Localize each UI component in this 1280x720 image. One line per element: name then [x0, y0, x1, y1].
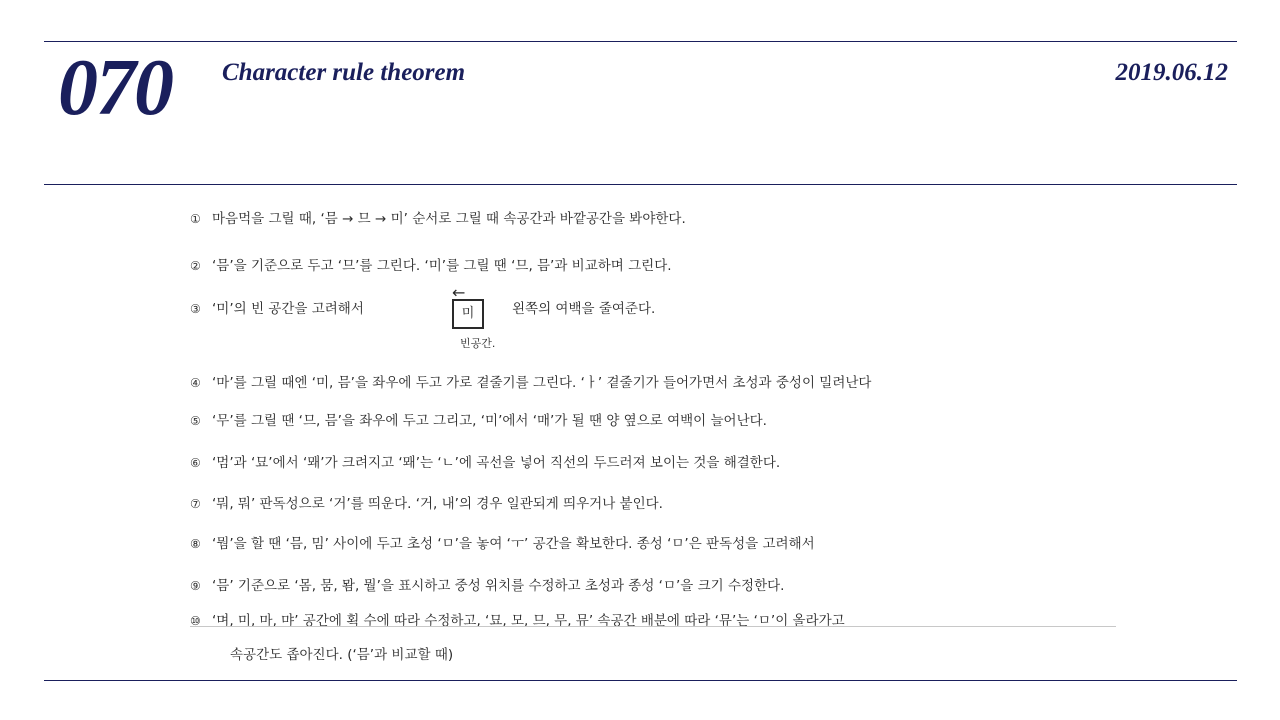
note-text: ‘무’를 그릴 땐 ‘므, 믐’을 좌우에 두고 그리고, ‘미’에서 ‘매’가 될 땐 양 옆으로 여백이 늘어난다.	[212, 413, 767, 429]
note-line-4	[190, 371, 871, 391]
glyph-box: 미	[452, 299, 484, 329]
note-text: 마음먹을 그릴 때, ‘믐 → 므 → 미’ 순서로 그릴 때 속공간과 바깥공간을 봐야한다.	[212, 211, 686, 227]
note-text: ‘며, 미, 마, 먀’ 공간에 획 수에 따라 수정하고, ‘묘, 모, 므, 무, 뮤’ 속공간 배분에 따라 ‘뮤’는 ‘ㅁ’이 올라가고	[212, 613, 845, 629]
note-number: ①	[190, 212, 201, 226]
page-date: 2019.06.12	[1115, 59, 1228, 86]
note-underline	[190, 626, 1116, 627]
note-number: ⑤	[190, 414, 201, 428]
left-arrow-icon: ←	[452, 283, 466, 302]
note-number: ⑨	[190, 579, 201, 593]
note-line-11	[230, 643, 453, 663]
note-number: ③	[190, 302, 201, 316]
top-rule	[44, 41, 1237, 42]
note-text: ‘마’를 그릴 때엔 ‘미, 믐’을 좌우에 두고 가로 곁줄기를 그린다. ‘ㅏ’ 곁줄기가 들어가면서 초성과 중성이 밀려난다	[212, 375, 872, 391]
note-line-3	[190, 297, 364, 317]
note-line-5	[190, 409, 767, 429]
note-line-9	[190, 574, 784, 594]
note-text: ‘미’의 빈 공간을 고려해서	[212, 301, 364, 317]
note-number: ②	[190, 259, 201, 273]
note-text: ‘멈’과 ‘묘’에서 ‘뫠’가 크려지고 ‘뫠’는 ‘ㄴ’에 곡선을 넣어 직선의 두드러져 보이는 것을 해결한다.	[212, 455, 781, 471]
note-number: ⑦	[190, 497, 201, 511]
note-line-8	[190, 532, 815, 552]
note-text: 왼쪽의 여백을 줄여준다.	[512, 301, 656, 317]
diagram-caption: 빈공간.	[460, 337, 496, 350]
note-line-6	[190, 451, 780, 471]
bottom-rule	[44, 680, 1237, 681]
glyph-diagram	[452, 283, 514, 350]
page-title: Character rule theorem	[222, 59, 466, 86]
note-line-1	[190, 207, 686, 227]
note-text: ‘뭐, 뭐’ 판독성으로 ‘거’를 띄운다. ‘거, 내’의 경우 일관되게 띄우거나 붙인다.	[212, 496, 663, 512]
note-line-3-continued	[512, 297, 655, 317]
note-number: ④	[190, 376, 201, 390]
note-text: ‘믐’ 기준으로 ‘몸, 뭄, 뫔, 뭘’을 표시하고 중성 위치를 수정하고 초성과 종성 ‘ㅁ’을 크기 수정한다.	[212, 578, 785, 594]
note-text: ‘뭠’을 할 땐 ‘믐, 밈’ 사이에 두고 초성 ‘ㅁ’을 놓여 ‘ㅜ’ 공간을 확보한다. 종성 ‘ㅁ’은 판독성을 고려해서	[212, 536, 815, 552]
note-number: ⑩	[190, 614, 201, 628]
page-number: 070	[58, 44, 172, 132]
handwritten-notes	[190, 193, 1120, 673]
note-text: 속공간도 좁아진다. (‘믐’과 비교할 때)	[230, 647, 454, 663]
note-line-7	[190, 492, 663, 512]
note-line-2	[190, 254, 672, 274]
header-divider	[44, 184, 1237, 185]
note-text: ‘믐’을 기준으로 두고 ‘므’를 그린다. ‘미’를 그릴 땐 ‘므, 믐’과 비교하며 그린다.	[212, 258, 672, 274]
note-number: ⑥	[190, 456, 201, 470]
note-number: ⑧	[190, 537, 201, 551]
